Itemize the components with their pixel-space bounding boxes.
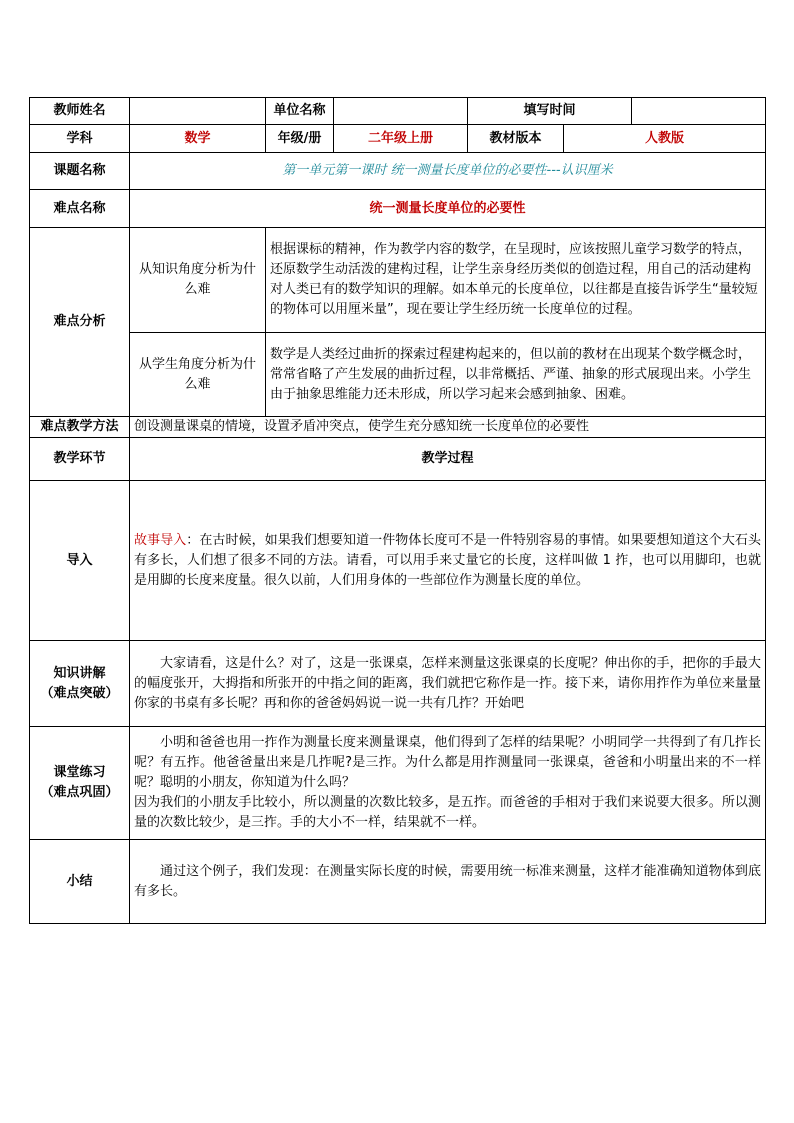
lesson-title-label: 课题名称: [30, 153, 130, 190]
practice-label: [30, 727, 130, 840]
practice-cell: [130, 727, 766, 840]
explain-text: 大家请看，这是什么？对了，这是一张课桌，怎样来测量这张课桌的长度呢？伸出你的手，把你的手最大的幅度张开，大拇指和所张开的中指之间的距离，我们就把它称作是一拃。接下来，请你用拃作为单位来量量你家的书桌有多长呢？再和你的爸爸妈妈说一说一共有几拃？开始吧: [134, 655, 762, 711]
intro-row: [30, 481, 766, 641]
info-row-1: [30, 98, 766, 125]
practice-text-2: 因为我们的小朋友手比较小，所以测量的次数比较多，是五拃。而爸爸的手相对于我们来说要大很多。所以测量的次数比较少，是三拃。手的大小不一样，结果就不一样。: [134, 795, 762, 830]
method-row: [30, 417, 766, 438]
stage-label: 教学环节: [30, 438, 130, 481]
student-angle-text: 数学是人类经过曲折的探索过程建构起来的，但以前的教材在出现某个数学概念时，常常省略了产生发展的曲折过程，以非常概括、严谨、抽象的形式展现出来。小学生由于抽象思维能力还未形成，所以学习起来会感到抽象、困难。: [266, 333, 766, 417]
process-label: 教学过程: [130, 438, 766, 481]
knowledge-angle-label: 从知识角度分析为什么难: [130, 228, 266, 333]
difficulty-label: 难点名称: [30, 190, 130, 228]
practice-label-line1: 课堂练习: [53, 765, 106, 780]
edition-label: 教材版本: [468, 125, 564, 153]
knowledge-angle-text: 根据课标的精神，作为教学内容的数学，在呈现时，应该按照儿童学习数学的特点，还原数学生动活泼的建构过程，让学生亲身经历类似的创造过程，用自己的活动建构对人类已有的数学知识的理解。如本单元的长度单位，以往都是直接告诉学生“量较短的物体可以用厘米量”，现在要让学生经历统一长度单位的过程。: [266, 228, 766, 333]
grade-value: 二年级上册: [334, 125, 468, 153]
method-text: 创设测量课桌的情境，设置矛盾冲突点，使学生充分感知统一长度单位的必要性: [130, 417, 766, 438]
edition-value: 人教版: [564, 125, 766, 153]
practice-text-1: 小明和爸爸也用一拃作为测量长度来测量课桌，他们得到了怎样的结果呢？小明同学一共得到了有几拃长呢？有五拃。他爸爸量出来是几拃呢?是三拃。为什么都是用拃测量同一张课桌，爸爸和小明量出来的不一样呢？聪明的小朋友，你知道为什么吗？: [134, 735, 762, 790]
practice-label-line2: （难点巩固）: [40, 785, 119, 800]
lesson-title-value: 第一单元第一课时 统一测量长度单位的必要性---认识厘米: [130, 153, 766, 190]
teacher-value[interactable]: [130, 98, 266, 125]
practice-row: [30, 727, 766, 840]
difficulty-row: [30, 190, 766, 228]
unit-label: 单位名称: [266, 98, 334, 125]
student-angle-label: 从学生角度分析为什么难: [130, 333, 266, 417]
summary-cell: [130, 840, 766, 924]
unit-value[interactable]: [334, 98, 468, 125]
explain-row: [30, 641, 766, 727]
date-value[interactable]: [632, 98, 766, 125]
method-label: 难点教学方法: [30, 417, 130, 438]
intro-cell: [130, 481, 766, 641]
grade-label: 年级/册: [266, 125, 334, 153]
analysis-label: 难点分析: [30, 228, 130, 417]
difficulty-value: 统一测量长度单位的必要性: [130, 190, 766, 228]
explain-label: [30, 641, 130, 727]
info-row-2: [30, 125, 766, 153]
intro-text-body: ：在古时候，如果我们想要知道一件物体长度可不是一件特别容易的事情。如果要想知道这个大石头有多长，人们想了很多不同的方法。请看，可以用手来丈量它的长度，这样叫做 1 拃，也可以用脚印，也就是用脚的长度来度量。很久以前，人们用身体的一些部位作为测量长度的单位。: [134, 532, 762, 588]
intro-label: 导入: [30, 481, 130, 641]
subject-value: 数学: [130, 125, 266, 153]
lesson-plan-table: [29, 97, 766, 924]
summary-text: 通过这个例子，我们发现：在测量实际长度的时候，需要用统一标准来测量，这样才能准确知道物体到底有多长。: [134, 863, 762, 899]
analysis-knowledge-row: [30, 228, 766, 333]
explain-cell: [130, 641, 766, 727]
intro-text: [134, 531, 761, 591]
summary-row: [30, 840, 766, 924]
story-intro-lead: 故事导入: [134, 532, 187, 548]
process-header-row: [30, 438, 766, 481]
date-label: 填写时间: [468, 98, 632, 125]
teacher-label: 教师姓名: [30, 98, 130, 125]
analysis-student-row: [30, 333, 766, 417]
explain-label-line1: 知识讲解: [53, 665, 106, 681]
title-row: [30, 153, 766, 190]
subject-label: 学科: [30, 125, 130, 153]
summary-label: 小结: [30, 840, 130, 924]
explain-label-line2: （难点突破）: [40, 685, 119, 701]
